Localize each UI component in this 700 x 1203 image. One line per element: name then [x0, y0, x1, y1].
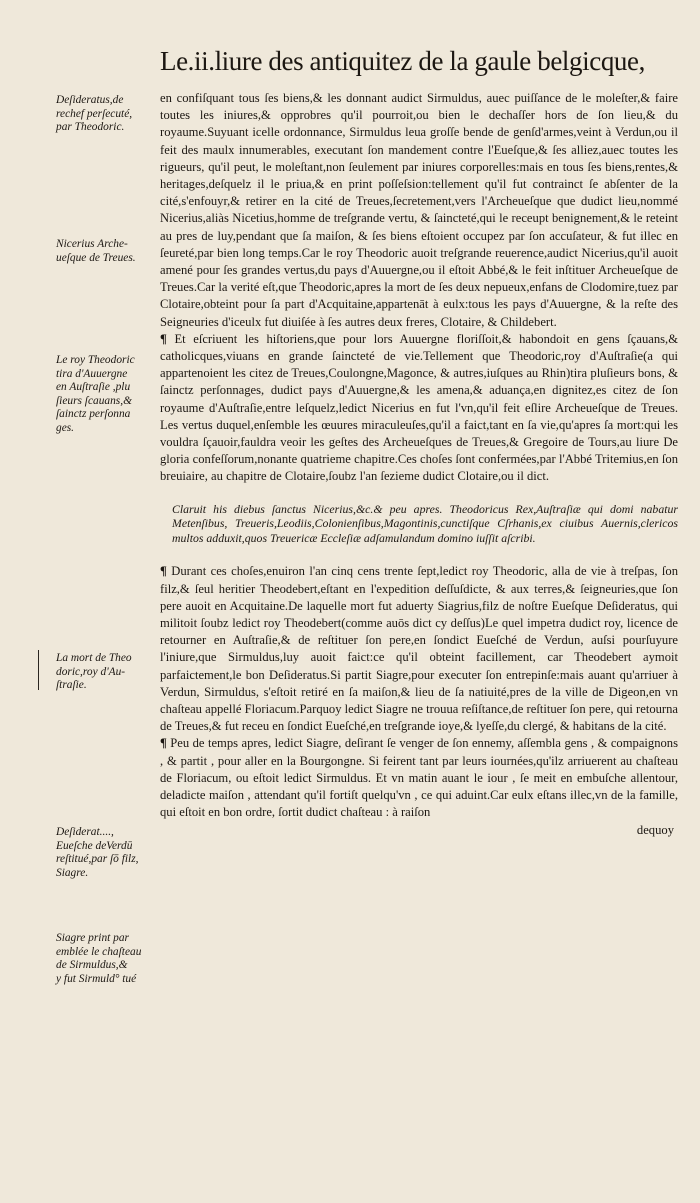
margin-note-siagre-castle [56, 932, 156, 986]
margin-note-line: Eueſche deVerdū [56, 839, 133, 852]
paragraph [160, 563, 678, 735]
margin-note-theodoric-auvergne [56, 354, 156, 436]
margin-note-line: Deſideratus,de [56, 94, 124, 106]
margin-note-line: en Auſtraſie ,plu [56, 381, 131, 394]
paragraph [160, 735, 678, 821]
paragraph: en confiſquant tous ſes biens,& les donnant audict Sirmuldus, auec puiſſance de le moleſter,& faire toutes les iniures,& opprobres qu'il pourroit,ou bien le dechaſſer hors de ſon lieu,& du royaume.Suyuant icelle ordonnance, Sirmuldus leua groſſe bende de genſd'armes,veint à Verdun,ou il feit des maulx innumerables, executant ſon mandement contre l'Eueſque,& ſes alliez,auec toutes les rigueurs, qu'il peut, le moleſtant,non ſeulement par iniures corporelles:mais en tous ſes biens,rentes,& heritages,deſquelz il le priua,& en print poſſeſsion:tellement qu'il fut contrainct ſe abſenter de la cité,s'enfouyr,& retirer en la cité de Treues,ſecretement,vers l'Archeueſque que dudict lieu,nommé Nicerius,aliàs Nicetius,homme de treſgrande vertu, & ſaincteté,qui le receupt benignement,& le reteint au pres de luy,pendant que ſa maiſon, & ſes biens eſtoient occupez par ſon accuſateur, & fut illec en ſeureté,par bien long temps.Car le roy Theodoric auoit treſgrande reuerence,audict Nicerius,qu'il auoit amené pour ſes grandes vertus,du pays d'Auuergne,ou il eſtoit Abbé,& le feit inſtituer Archeueſque de Treues.Car la verité eſt,que Theodoric,apres la mort de ſes deux nepueux,enfans de Clodomire,tuez par Clotaire,obteint pour ſa part d'Acquitaine,appartenāt à eulx:tous les pays d'Auuergne, & la reſte des Seigneuries d'iceulx fut diuiſée à ſes autres deux freres, Clotaire, & Childebert. [160, 91, 678, 329]
margin-note-line: de Sirmuldus,& [56, 959, 128, 972]
margin-note-line: ſtraſie. [56, 679, 87, 692]
pilcrow: ¶ [160, 564, 167, 579]
margin-note-line: doric,roy d'Au- [56, 665, 126, 678]
margin-note-line: Nicerius Arche- [56, 238, 128, 250]
margin-note-line: ſieurs ſcauans,& [56, 394, 132, 407]
margin-note-line: Siagre print par [56, 932, 129, 944]
margin-note-death-theodoric [56, 652, 156, 693]
margin-note-line: ueſque de Treues. [56, 251, 136, 264]
running-header: Le.ii.liure des antiquitez de la gaule belgicque, [160, 46, 645, 76]
paragraph-text: Peu de temps apres, ledict Siagre, deſirant ſe venger de ſon ennemy, aſſembla gens , & compaignons , & partit , pour aller en la Bourgongne. Si feirent tant par leurs iournées,qu'ilz arriuerent au chaſteau de Floriacum, ou eſtoit ledict Sirmuldus. Et vn matin auant le iour , ſe meit en embuſche allentour, deladicte maiſon , attendant qu'il fortiſt quelqu'vn , ce qui aduint.Car eulx eſtans illec,vn de la famille, qui eſtoit en bon ordre, ſortit dudict chaſteau : à raiſon [160, 736, 678, 820]
margin-note-line: ges. [56, 421, 75, 434]
margin-note-line: Le roy Theodoric [56, 354, 135, 366]
catchword: dequoy [636, 822, 674, 837]
margin-note-line: Siagre. [56, 866, 89, 879]
margin-note-nicerius [56, 238, 156, 265]
paragraph-text: Et eſcriuent les hiſtoriens,que pour lors Auuergne floriſſoit,& habondoit en gens ſçauans,& catholicques,viuans en grande ſaincteté de vie.Tellement que Theodoric,roy d'Auſtraſie(a qui appartenoient les citez de Treues,Coulongne,Magonce, & autres,iuſques au Rhin)tira pluſieurs bons, & ſainctz perſonnages, dudict pays d'Auuergne,& les amena,& aduança,en dignitez,es citez de ſon royaume d'Auſtraſie,entre leſquelz,ledict Nicerius en fut l'vn,qu'il feit eſlire Archeueſque de Treues. Les vertus duquel,enſemble les œuures miraculeuſes,qu'il a faict,tant en ſa vie,qu'apres ſa mort:qui les vouldra ſçauoir,fauldra veoir les geſtes des Archeueſques de Treues,& Gregoire de Tours,au liure De gloria confeſſorum,nonante quatrieme chapitre.Ces choſes ſont confermées,par l'Abbé Tritemius,en ſon breuiaire, au chapitre de Clotaire,ſoubz l'an ſezieme dudict Clotaire,ou il dict. [160, 331, 678, 484]
margin-note-line: par Theodoric. [56, 121, 125, 134]
pilcrow: ¶ [160, 736, 167, 751]
margin-note-line: reſtitué,par ſō filz, [56, 853, 139, 866]
paragraph [160, 331, 678, 486]
margin-note-line: Deſiderat...., [56, 826, 114, 838]
margin-note-line: tira d'Auuergne [56, 367, 128, 380]
margin-note-line: ſainctz perſonna [56, 408, 131, 421]
margin-note-line: La mort de Theo [56, 652, 132, 664]
margin-note-line: emblée le chaſteau [56, 945, 142, 958]
margin-rule [38, 650, 39, 690]
margin-note-line: rechef perſecuté, [56, 107, 133, 120]
margin-note-desideratus [56, 94, 156, 135]
margin-note-siagre-restitution [56, 826, 156, 880]
latin-citation: Claruit his diebus ſanctus Nicerius,&c.& peu apres. Theodoricus Rex,Auſtraſiæ qui domi nabatur Metenſibus, Treueris,Leodiis,Colonienſibus,Magontinis,cunctiſque Cſrhanis,ex ciuibus Auernis,clericos multos adduxit,quos Treuericæ Eccleſiæ adſamulandum domino iuſſit aſcribi. [172, 501, 678, 545]
main-text-column [160, 90, 678, 839]
paragraph-text: Durant ces choſes,enuiron l'an cinq cens trente ſept,ledict roy Theodoric, alla de vie à treſpas, ſon filz,& ſeul heritier Theodebert,eſtant en l'expedition deſſuſdicte, & aux terres,& ſeigneuries,que ſon pere auoit en Acquitaine.De laquelle mort fut aduerty Siagrius,filz de noſtre Eueſque Deſideratus, qui militoit ſoubz ledict roy Theodebert(comme auōs dict cy deſſus)Le quel impetra dudict roy, licence de retourner en Auſtraſie,& de reſtituer ſon pere,en ſondict Eueſché de Verdun, auſsi pourſuyure l'iniure,que Sirmuldus,luy auoit faict:ce qu'il obteint facillement, car Theodebert aymoit parfaictement,le bon Deſideratus.Si partit Siagre,pour executer ſon entrepinſe:mais auant qu'arriuer à Verdun, Sirmuldus, s'eſtoit retiré en ſa maiſon,& lieu de ſa natiuité,pres de la ville de Digeon,en vn chaſteau appellé Floriacum.Parquoy ledict Siagre ne trouua reſiſtance,de reſtituer ſon pere, qui retourna de Treues,& fut receu en ſondict Eueſché,en treſgrande ioye,& lyeſſe,du clergé, & habitans de la cité. [160, 564, 678, 734]
margin-note-line: y fut Sirmuld° tué [56, 972, 137, 985]
pilcrow: ¶ [160, 331, 167, 346]
